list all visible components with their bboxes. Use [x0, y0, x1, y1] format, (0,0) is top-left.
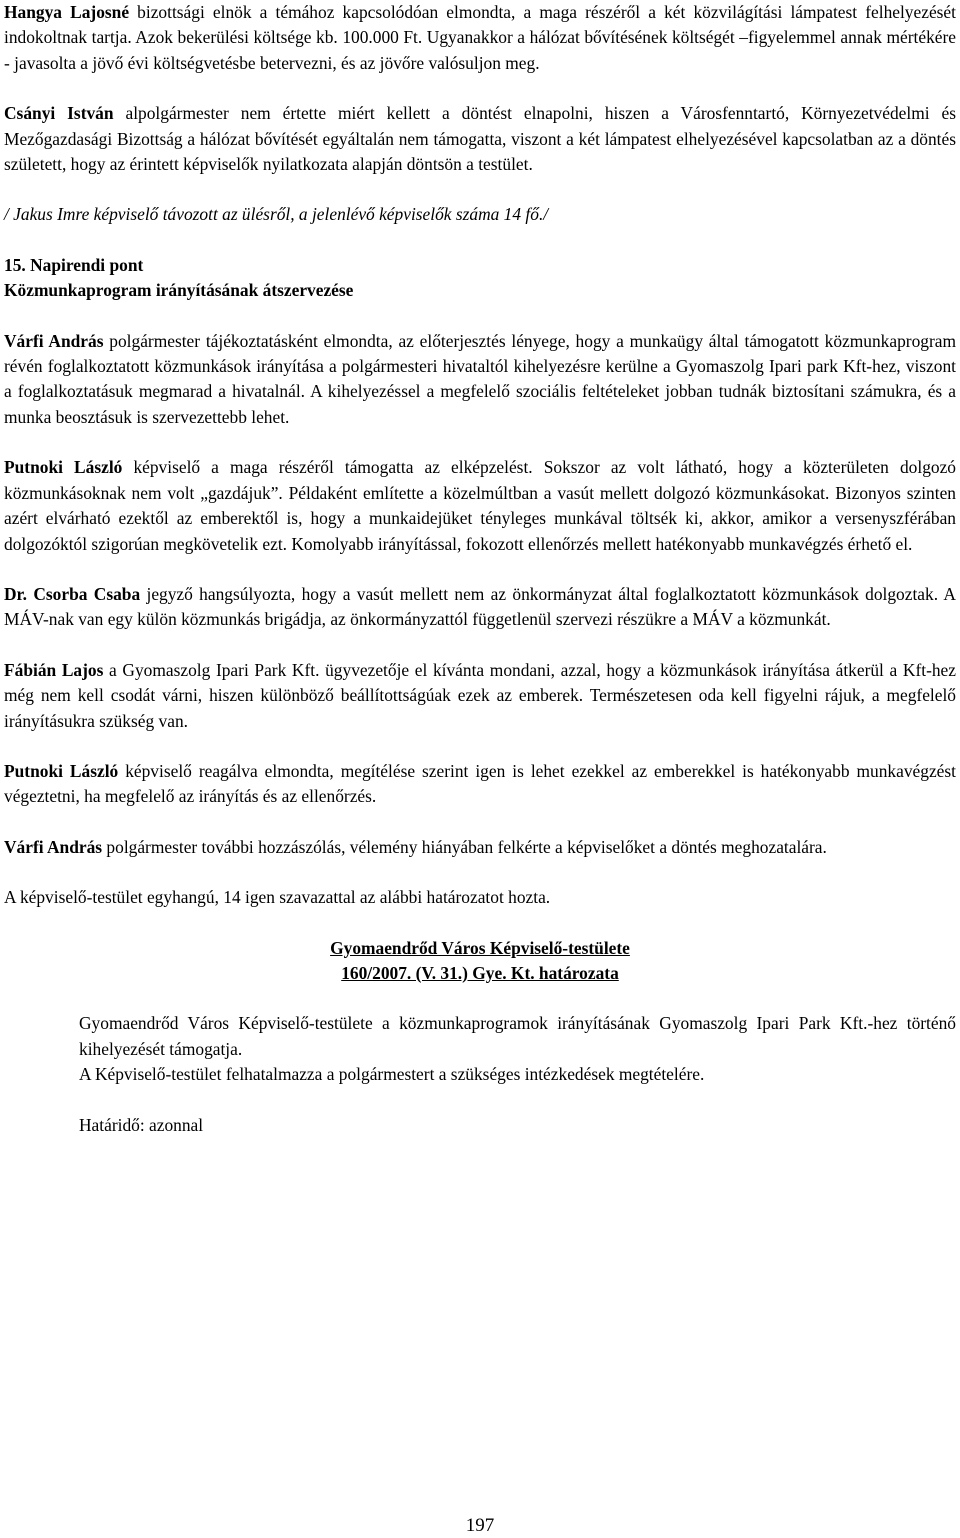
speaker-name: Várfi András [4, 836, 103, 857]
paragraph-putnoki-2 [4, 759, 956, 810]
speaker-name: Putnoki László [4, 760, 119, 781]
page-number: 197 [465, 1515, 495, 1536]
paragraph-text: bizottsági elnök a témához kapcsolódóan elmondta, a maga részéről a két közvilágítási lámpatest felhelyezését indokoltnak tartja. Azok bekerülési költsége kb. 100.000 Ft. Ugyanakkor a hálózat bővítésének költségét –figyelemmel annak mértékére - javasolta a jövő évi költségvetésbe betervezni, és az jövőre valósuljon meg. [4, 2, 956, 73]
resolution-text-2: A Képviselő-testület felhatalmazza a polgármestert a szükséges intézkedések megtételére. [79, 1064, 705, 1085]
resolution-body: Gyomaendrőd Város Képviselő-testülete [330, 937, 630, 958]
speaker-name: Hangya Lajosné [4, 2, 130, 22]
paragraph-csanyi [4, 101, 956, 177]
speaker-name: Fábián Lajos [4, 659, 104, 680]
paragraph-fabian [4, 658, 956, 734]
paragraph-csorba [4, 582, 956, 633]
speaker-name: Putnoki László [4, 457, 123, 478]
vote-statement: A képviselő-testület egyhangú, 14 igen szavazattal az alábbi határozatot hozta. [4, 887, 551, 908]
paragraph-text: a Gyomaszolg Ipari Park Kft. ügyvezetője el kívánta mondani, azzal, hogy a közmunkások irányítása átkerül a Kft-hez még nem kell csodát várni, hiszen különböző beállítottságúak ezek az emberek. Természetesen oda kell figyelni rájuk, a megfelelő irányításukra szükség van. [4, 659, 956, 731]
paragraph-text: képviselő a maga részéről támogatta az elképzelést. Sokszor az volt látható, hogy a közterületen dolgozó közmunkásoknak nem volt „gazdájuk”. Példaként említette a közelmúltban a vasút mellett dolgozó közmunkásokat. Bizonyos szinten azért elvárható ezektől az emberektől is, hogy a munkaidejüket tényleges munkával töltsék ki, akkor, amikor a versenyszférában dolgozóktól szigorúan megkövetelik ezt. Komolyabb irányítással, fokozott ellenőrzés mellett hatékonyabb munkavégzés érhető el. [4, 457, 956, 554]
paragraph-hangya [4, 0, 956, 76]
resolution-number: 160/2007. (V. 31.) Gye. Kt. határozata [341, 962, 619, 983]
paragraph-putnoki-1 [4, 455, 956, 557]
document-page [4, 0, 956, 1537]
resolution-block [4, 936, 956, 1138]
resolution-text-1: Gyomaendrőd Város Képviselő-testülete a közmunkaprogramok irányításának Gyomaszolg Ipari Park Kft.-hez történő kihelyezését támogatja. [79, 1013, 956, 1059]
paragraph-text: polgármester további hozzászólás, vélemény hiányában felkérte a képviselőket a döntés meghozatalára. [102, 836, 827, 857]
agenda-number: 15. Napirendi pont [4, 254, 144, 275]
paragraph-varfi-1 [4, 329, 956, 431]
speaker-name: Dr. Csorba Csaba [4, 583, 141, 604]
attendance-note: / Jakus Imre képviselő távozott az ülésről, a jelenlévő képviselők száma 14 fő./ [4, 204, 549, 225]
paragraph-text: polgármester tájékoztatásként elmondta, az előterjesztés lényege, hogy a munkaügy által támogatott közmunkaprogram révén foglalkoztatott közmunkások irányítása a polgármesteri hivataltól kihelyezésre kerülne a Gyomaszolg Ipari park Kft-hez, viszont a foglalkoztatásuk megmarad a hivatalnál. A kihelyezéssel a megfelelő szociális feltételeket jobban tudnák biztosítani számukra, és a munka beosztásuk is szervezettebb lehet. [4, 330, 956, 427]
paragraph-varfi-2 [4, 835, 956, 860]
speaker-name: Várfi András [4, 330, 104, 351]
speaker-name: Csányi István [4, 103, 114, 124]
agenda-title: Közmunkaprogram irányításának átszervezése [4, 280, 354, 301]
paragraph-text: jegyző hangsúlyozta, hogy a vasút mellett nem az önkormányzat által foglalkoztatott közmunkások dolgoztak. A MÁV-nak van egy külön közmunkás brigádja, az önkormányzattól függetlenül szervezi részükre a MÁV a közmunkát. [4, 583, 956, 630]
paragraph-text: alpolgármester nem értette miért kellett a döntést elnapolni, hiszen a Városfenntartó, Környezetvédelmi és Mezőgazdasági Bizottság a hálózat bővítését egyáltalán nem támogatta, viszont a két lámpatest elhelyezésével kapcsolatban az a döntés született, hogy az érintett képviselők nyilatkozata alapján döntsön a testület. [4, 103, 956, 175]
paragraph-text: képviselő reagálva elmondta, megítélése szerint igen is lehet ezekkel az emberekkel is hatékonyabb munkavégzést végeztetni, ha megfelelő az irányítás és az ellenőrzés. [4, 760, 956, 807]
resolution-deadline: Határidő: azonnal [79, 1114, 204, 1135]
